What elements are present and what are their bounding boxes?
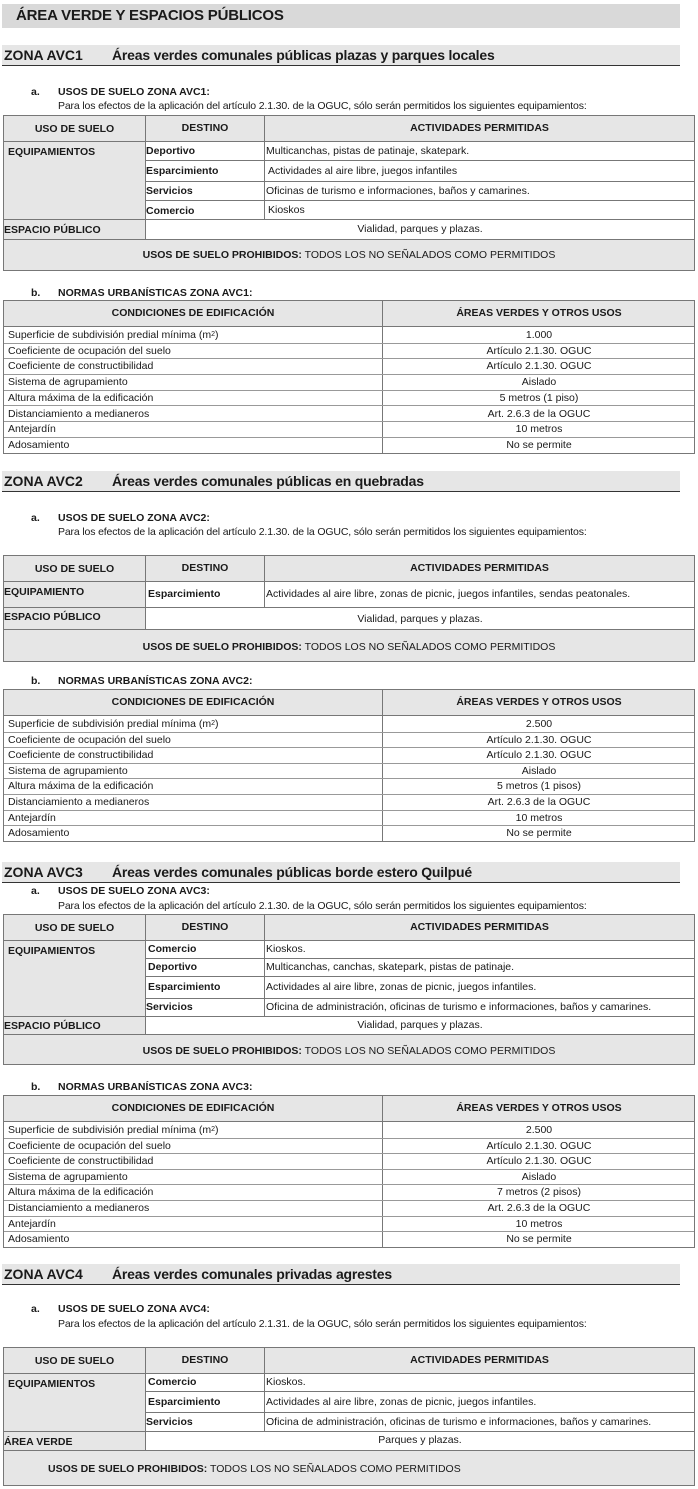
norms-row: Adosamiento No se permite bbox=[8, 1233, 572, 1246]
prohibited-label: USOS DE SUELO PROHIBIDOS: bbox=[142, 249, 302, 261]
actividades-cell: Oficina de administración, oficinas de turismo e informaciones, baños y camarines. bbox=[266, 1001, 652, 1013]
norms-table-avc3 bbox=[3, 1095, 695, 1248]
prohibited-uses bbox=[4, 641, 694, 653]
page-title: ÁREA VERDE Y ESPACIOS PÚBLICOS bbox=[2, 4, 680, 28]
section-letter: a. bbox=[31, 1303, 40, 1315]
destino-cell: Deportivo bbox=[146, 145, 196, 157]
prohibited-text: TODOS LOS NO SEÑALADOS COMO PERMITIDOS bbox=[207, 1463, 461, 1475]
norms-row: Adosamiento No se permite bbox=[8, 438, 572, 451]
actividades-cell: Oficina de administración, oficinas de turismo e informaciones, baños y camarines. bbox=[266, 1416, 652, 1428]
destino-cell: Comercio bbox=[146, 205, 195, 217]
intro-text: Para los efectos de la aplicación del artículo 2.1.30. de la OGUC, sólo serán permitidos los siguientes equipamientos: bbox=[58, 900, 587, 912]
norms-row: Distanciamiento a medianeros Art. 2.6.3 de la OGUC bbox=[4, 1201, 694, 1217]
destino-cell: Esparcimiento bbox=[148, 1396, 221, 1408]
prohibited-label: USOS DE SUELO PROHIBIDOS: bbox=[142, 641, 302, 653]
actividades-cell: Kioskos. bbox=[266, 943, 306, 955]
header-destino: DESTINO bbox=[181, 122, 229, 134]
zone-code: ZONA AVC3 bbox=[4, 864, 83, 880]
header-areas-verdes: ÁREAS VERDES Y OTROS USOS bbox=[456, 696, 622, 708]
norms-row: Coeficiente de ocupación del suelo Artículo 2.1.30. OGUC bbox=[4, 733, 694, 749]
header-condiciones: CONDICIONES DE EDIFICACIÓN bbox=[111, 307, 275, 319]
section-uses-heading bbox=[0, 512, 698, 526]
zone-code: ZONA AVC2 bbox=[4, 473, 83, 489]
prohibited-text: TODOS LOS NO SEÑALADOS COMO PERMITIDOS bbox=[301, 249, 556, 261]
section-norms-heading bbox=[0, 1081, 698, 1095]
prohibited-uses bbox=[4, 1045, 694, 1057]
destino-cell: Servicios bbox=[146, 185, 193, 197]
uses-table-avc1 bbox=[3, 115, 695, 271]
destino-cell: Comercio bbox=[148, 943, 197, 955]
header-condiciones: CONDICIONES DE EDIFICACIÓN bbox=[111, 1102, 275, 1114]
section-letter: b. bbox=[31, 675, 41, 687]
group-label: EQUIPAMIENTOS bbox=[8, 945, 96, 957]
actividades-cell: Actividades al aire libre, juegos infantiles bbox=[268, 165, 458, 177]
actividades-cell: Oficinas de turismo e informaciones, baños y camarines. bbox=[266, 185, 530, 197]
public-space-value: Vialidad, parques y plazas. bbox=[357, 223, 483, 235]
section-norms-heading bbox=[0, 287, 698, 301]
uses-table-avc4 bbox=[3, 1347, 695, 1486]
prohibited-text: TODOS LOS NO SEÑALADOS COMO PERMITIDOS bbox=[301, 641, 556, 653]
zone-name: Áreas verdes comunales públicas plazas y parques locales bbox=[112, 47, 495, 63]
header-uso-de-suelo: USO DE SUELO bbox=[34, 123, 115, 135]
section-title: NORMAS URBANÍSTICAS ZONA AVC1: bbox=[58, 287, 253, 299]
norms-row: Sistema de agrupamiento Aislado bbox=[4, 1170, 694, 1186]
public-space-value: Vialidad, parques y plazas. bbox=[357, 1019, 483, 1031]
section-title: USOS DE SUELO ZONA AVC4: bbox=[58, 1303, 210, 1315]
norms-row: Altura máxima de la edificación 5 metros (1 pisos) bbox=[4, 779, 694, 795]
norms-row: Distanciamiento a medianeros Art. 2.6.3 de la OGUC bbox=[4, 795, 694, 811]
norms-row: Adosamiento No se permite bbox=[8, 827, 572, 840]
header-actividades: ACTIVIDADES PERMITIDAS bbox=[410, 1354, 549, 1366]
actividades-cell: Kioskos bbox=[268, 204, 305, 216]
destino-cell: Esparcimiento bbox=[148, 588, 221, 600]
green-area-value: Parques y plazas. bbox=[378, 1434, 462, 1446]
zone-name: Áreas verdes comunales públicas en quebradas bbox=[112, 473, 424, 489]
intro-text: Para los efectos de la aplicación del artículo 2.1.30. de la OGUC, sólo serán permitidos los siguientes equipamientos: bbox=[58, 100, 587, 112]
norms-row: Coeficiente de constructibilidad Artículo 2.1.30. OGUC bbox=[4, 359, 694, 375]
norms-table-avc2 bbox=[3, 689, 695, 842]
destino-cell: Esparcimiento bbox=[148, 981, 221, 993]
zone-header-avc3 bbox=[2, 862, 680, 883]
intro-text: Para los efectos de la aplicación del artículo 2.1.30. de la OGUC, sólo serán permitidos los siguientes equipamientos: bbox=[58, 526, 587, 538]
public-space-label: ESPACIO PÚBLICO bbox=[4, 1020, 101, 1032]
section-title: NORMAS URBANÍSTICAS ZONA AVC2: bbox=[58, 675, 253, 687]
destino-cell: Comercio bbox=[148, 1376, 197, 1388]
zone-name: Áreas verdes comunales públicas borde estero Quilpué bbox=[112, 864, 472, 880]
zone-code: ZONA AVC4 bbox=[4, 1266, 83, 1282]
zone-header-avc1 bbox=[2, 45, 680, 66]
prohibited-uses bbox=[4, 249, 694, 261]
norms-row: Sistema de agrupamiento Aislado bbox=[4, 375, 694, 391]
section-title: USOS DE SUELO ZONA AVC2: bbox=[58, 512, 210, 524]
header-destino: DESTINO bbox=[181, 1354, 229, 1366]
norms-row: Distanciamiento a medianeros Art. 2.6.3 de la OGUC bbox=[4, 407, 694, 423]
header-actividades: ACTIVIDADES PERMITIDAS bbox=[410, 122, 549, 134]
norms-row: Coeficiente de ocupación del suelo Artículo 2.1.30. OGUC bbox=[4, 344, 694, 360]
destino-cell: Deportivo bbox=[148, 961, 198, 973]
prohibited-uses bbox=[48, 1463, 461, 1475]
header-uso-de-suelo: USO DE SUELO bbox=[34, 563, 115, 575]
header-actividades: ACTIVIDADES PERMITIDAS bbox=[410, 562, 549, 574]
destino-cell: Servicios bbox=[146, 1416, 193, 1428]
norms-row: Coeficiente de ocupación del suelo Artículo 2.1.30. OGUC bbox=[4, 1139, 694, 1155]
section-title: NORMAS URBANÍSTICAS ZONA AVC3: bbox=[58, 1081, 253, 1093]
uses-table-avc2 bbox=[3, 555, 695, 662]
section-uses-heading bbox=[0, 885, 698, 899]
norms-table-avc1 bbox=[3, 300, 695, 454]
norms-row: Antejardín 10 metros bbox=[4, 811, 694, 827]
header-actividades: ACTIVIDADES PERMITIDAS bbox=[410, 921, 549, 933]
norms-row: Coeficiente de constructibilidad Artículo 2.1.30. OGUC bbox=[4, 748, 694, 764]
destino-cell: Esparcimiento bbox=[146, 165, 219, 177]
public-space-label: ESPACIO PÚBLICO bbox=[4, 611, 101, 623]
section-letter: b. bbox=[31, 1081, 41, 1093]
norms-row: Altura máxima de la edificación 7 metros (2 pisos) bbox=[4, 1185, 694, 1201]
section-letter: a. bbox=[31, 86, 40, 98]
zone-header-avc2 bbox=[2, 471, 680, 492]
header-condiciones: CONDICIONES DE EDIFICACIÓN bbox=[111, 696, 275, 708]
zone-header-avc4 bbox=[2, 1264, 680, 1285]
section-norms-heading bbox=[0, 675, 698, 689]
zone-name: Áreas verdes comunales privadas agrestes bbox=[112, 1266, 392, 1282]
actividades-cell: Multicanchas, pistas de patinaje, skatepark. bbox=[266, 145, 470, 157]
header-areas-verdes: ÁREAS VERDES Y OTROS USOS bbox=[456, 1102, 622, 1114]
zone-code: ZONA AVC1 bbox=[4, 47, 83, 63]
norms-row: Sistema de agrupamiento Aislado bbox=[4, 764, 694, 780]
prohibited-label: USOS DE SUELO PROHIBIDOS: bbox=[48, 1463, 208, 1475]
section-uses-heading bbox=[0, 1303, 698, 1317]
group-label: EQUIPAMIENTOS bbox=[8, 1378, 96, 1390]
norms-row: Superficie de subdivisión predial mínima $(m^2)$ 1.000 bbox=[4, 328, 694, 344]
header-uso-de-suelo: USO DE SUELO bbox=[34, 922, 115, 934]
section-letter: b. bbox=[31, 287, 41, 299]
actividades-cell: Multicanchas, canchas, skatepark, pistas de patinaje. bbox=[266, 961, 515, 973]
norms-row: Coeficiente de constructibilidad Artículo 2.1.30. OGUC bbox=[4, 1154, 694, 1170]
header-destino: DESTINO bbox=[181, 921, 229, 933]
public-space-label: ESPACIO PÚBLICO bbox=[4, 224, 101, 236]
section-uses-heading bbox=[0, 86, 698, 100]
norms-row: Antejardín 10 metros bbox=[4, 1217, 694, 1233]
group-label: EQUIPAMIENTOS bbox=[8, 146, 96, 158]
green-area-label: ÁREA VERDE bbox=[4, 1436, 73, 1448]
norms-row: Superficie de subdivisión predial mínima $(m^2)$ 2.500 bbox=[4, 1123, 694, 1139]
intro-text: Para los efectos de la aplicación del artículo 2.1.31. de la OGUC, sólo serán permitidos los siguientes equipamientos: bbox=[58, 1318, 587, 1330]
actividades-cell: Actividades al aire libre, zonas de picnic, juegos infantiles, sendas peatonales. bbox=[266, 588, 631, 600]
actividades-cell: Actividades al aire libre, zonas de picnic, juegos infantiles. bbox=[266, 1396, 537, 1408]
public-space-value: Vialidad, parques y plazas. bbox=[357, 613, 483, 625]
norms-row: Antejardín 10 metros bbox=[4, 422, 694, 438]
header-uso-de-suelo: USO DE SUELO bbox=[34, 1355, 115, 1367]
section-title: USOS DE SUELO ZONA AVC3: bbox=[58, 885, 210, 897]
section-letter: a. bbox=[31, 885, 40, 897]
group-label: EQUIPAMIENTO bbox=[4, 586, 85, 598]
actividades-cell: Kioskos. bbox=[266, 1376, 306, 1388]
prohibited-label: USOS DE SUELO PROHIBIDOS: bbox=[142, 1045, 302, 1057]
header-areas-verdes: ÁREAS VERDES Y OTROS USOS bbox=[456, 307, 622, 319]
destino-cell: Servicios bbox=[146, 1001, 193, 1013]
norms-row: Altura máxima de la edificación 5 metros (1 piso) bbox=[4, 391, 694, 407]
uses-table-avc3 bbox=[3, 914, 695, 1065]
section-letter: a. bbox=[31, 512, 40, 524]
header-destino: DESTINO bbox=[181, 562, 229, 574]
section-title: USOS DE SUELO ZONA AVC1: bbox=[58, 86, 210, 98]
norms-row: Superficie de subdivisión predial mínima $(m^2)$ 2.500 bbox=[4, 717, 694, 733]
prohibited-text: TODOS LOS NO SEÑALADOS COMO PERMITIDOS bbox=[301, 1045, 556, 1057]
actividades-cell: Actividades al aire libre, zonas de picnic, juegos infantiles. bbox=[266, 981, 537, 993]
